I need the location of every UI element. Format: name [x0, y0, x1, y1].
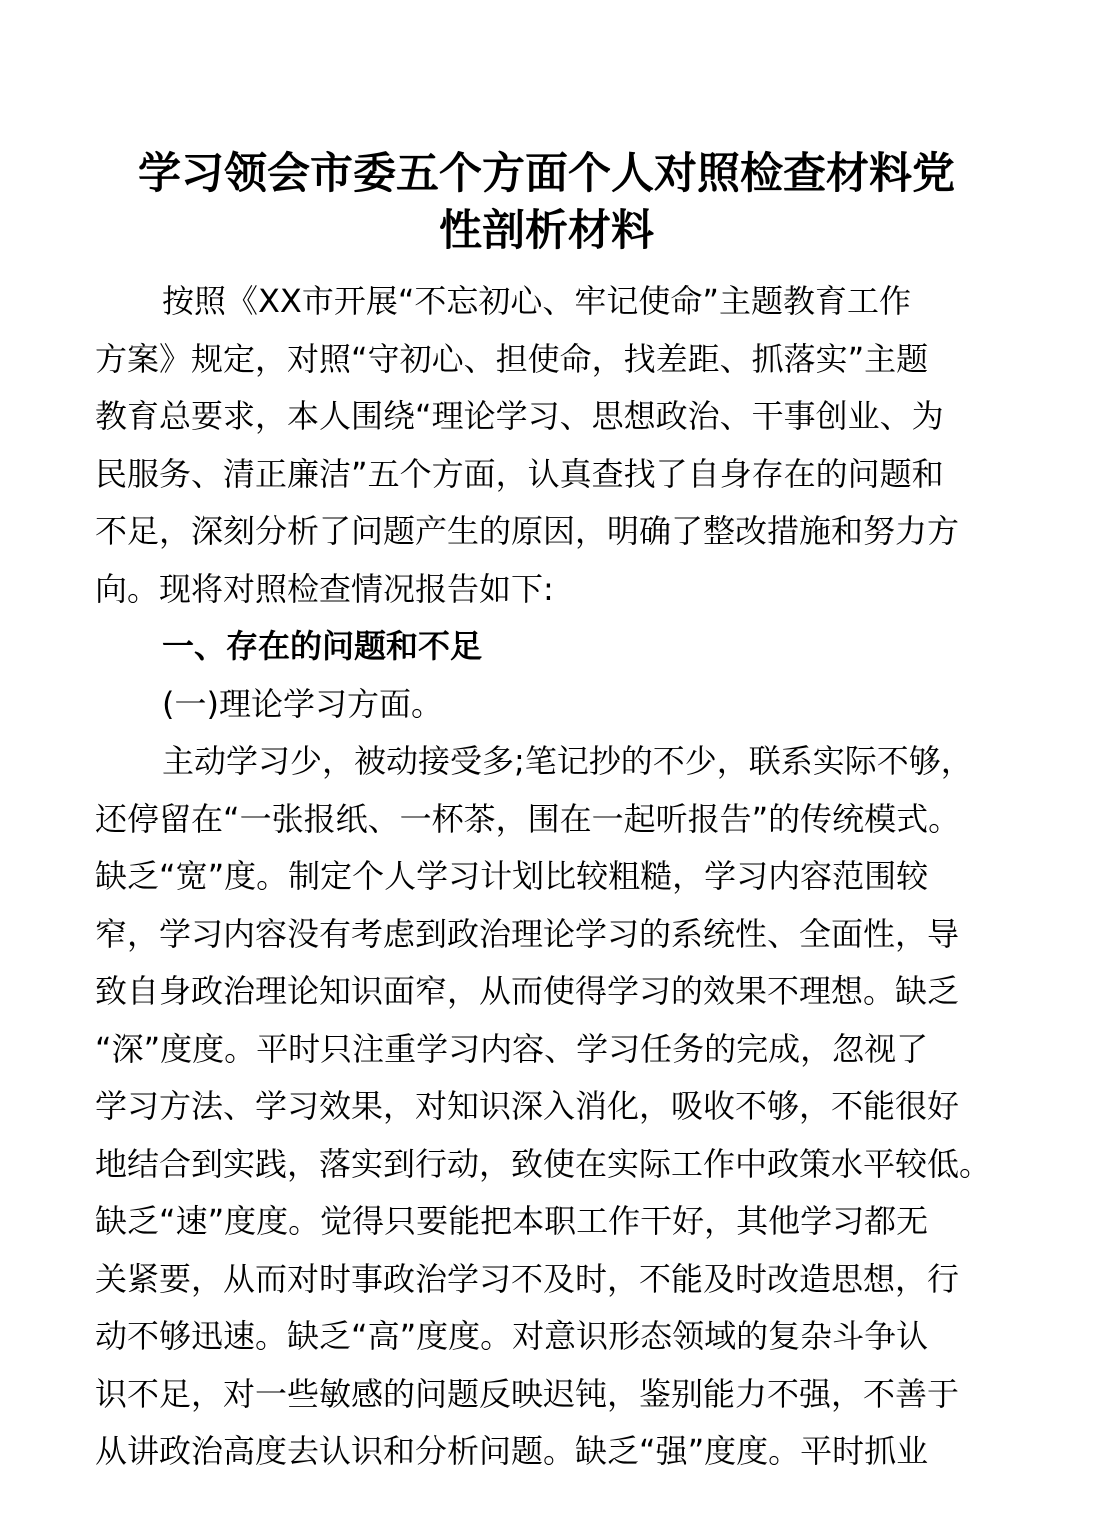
- paragraph-line: 学习方法、学习效果，对知识深入消化，吸收不够，不能很好: [95, 1087, 960, 1125]
- paragraph-line: 不足，深刻分析了问题产生的原因，明确了整改措施和努力方: [95, 512, 960, 550]
- paragraph-line: 民服务、清正廉洁”五个方面，认真查找了自身存在的问题和: [95, 454, 944, 493]
- paragraph-line: 识不足，对一些敏感的问题反映迟钝，鉴别能力不强，不善于: [95, 1374, 960, 1413]
- paragraph-line: 还停留在“一张报纸、一杯茶，围在一起听报告”的传统模式。: [95, 799, 961, 838]
- paragraph-line: 致自身政治理论知识面窄，从而使得学习的效果不理想。缺乏: [95, 972, 960, 1010]
- title-line-1: 学习领会市委五个方面个人对照检查材料党: [138, 149, 955, 199]
- document-body: [95, 273, 1035, 1481]
- paragraph-line: 从讲政治高度去认识和分析问题。缺乏“强”度度。平时抓业: [95, 1432, 929, 1470]
- paragraph-line: 向。现将对照检查情况报告如下:: [95, 569, 554, 608]
- paragraph-line: 关紧要，从而对时事政治学习不及时，不能及时改造思想，行: [95, 1259, 960, 1298]
- paragraph-line: 缺乏“宽”度。制定个人学习计划比较粗糙，学习内容范围较: [95, 857, 929, 895]
- paragraph-line: 地结合到实践，落实到行动，致使在实际工作中政策水平较低。: [95, 1144, 992, 1183]
- paragraph-line: 主动学习少，被动接受多;笔记抄的不少，联系实际不够，: [162, 742, 973, 780]
- paragraph-line: 动不够迅速。缺乏“高”度度。对意识形态领域的复杂斗争认: [95, 1317, 929, 1355]
- paragraph-line: “深”度度。平时只注重学习内容、学习任务的完成，忽视了: [95, 1029, 929, 1068]
- paragraph-line: 窄，学习内容没有考虑到政治理论学习的系统性、全面性，导: [95, 914, 960, 953]
- paragraph-line: 方案》规定，对照“守初心、担使命，找差距、抓落实”主题: [95, 339, 929, 378]
- title-line-2: 性剖析材料: [439, 206, 654, 256]
- section-heading: 一、存在的问题和不足: [162, 627, 483, 665]
- paragraph-line: 教育总要求，本人围绕“理论学习、思想政治、干事创业、为: [95, 397, 944, 435]
- paragraph-line: 缺乏“速”度度。觉得只要能把本职工作干好，其他学习都无: [95, 1202, 929, 1240]
- document-title: [95, 146, 998, 260]
- subsection-heading: (一)理论学习方面。: [162, 684, 443, 723]
- paragraph-line: 按照《XX市开展“不忘初心、牢记使命”主题教育工作: [162, 282, 912, 320]
